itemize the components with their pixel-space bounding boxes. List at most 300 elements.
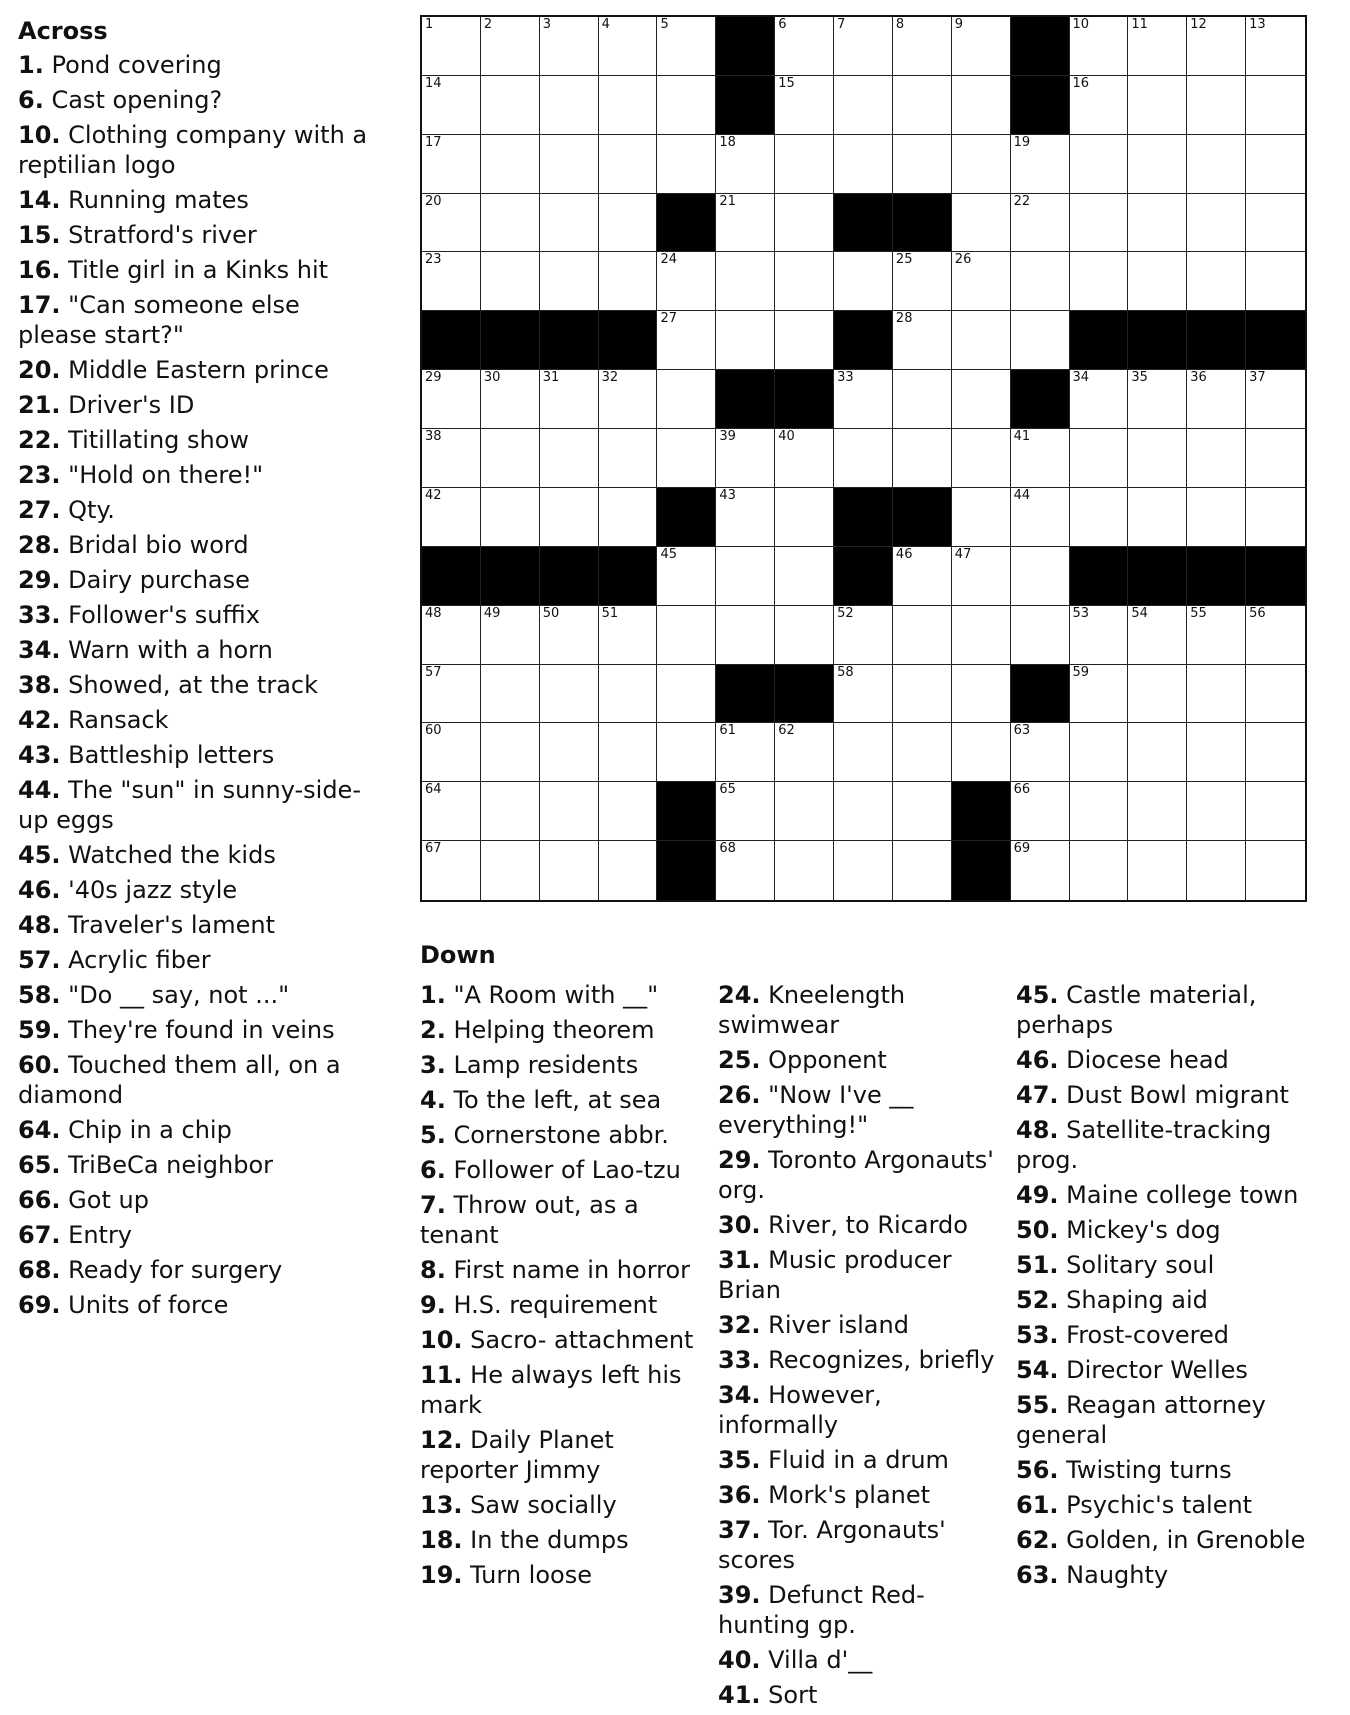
grid-cell[interactable]	[893, 429, 952, 488]
grid-cell[interactable]	[540, 606, 599, 665]
clue-number: 8.	[420, 1256, 446, 1284]
grid-cell[interactable]	[599, 252, 658, 311]
grid-cell[interactable]	[422, 370, 481, 429]
across.clues-clue[interactable]	[18, 980, 378, 1010]
grid-cell[interactable]	[481, 723, 540, 782]
grid-cell[interactable]	[834, 606, 893, 665]
cell-number: 33	[837, 370, 854, 386]
grid-cell[interactable]	[716, 547, 775, 606]
grid-cell[interactable]	[1011, 723, 1070, 782]
grid-cell[interactable]	[893, 723, 952, 782]
down.col2-clue[interactable]	[718, 1145, 1008, 1205]
down.col1-clue[interactable]	[420, 1155, 710, 1185]
grid-cell[interactable]	[1246, 841, 1305, 900]
grid-cell[interactable]	[422, 782, 481, 841]
across.clues-clue[interactable]	[18, 945, 378, 975]
across.clues-clue[interactable]	[18, 50, 378, 80]
grid-cell[interactable]	[422, 841, 481, 900]
grid-cell[interactable]	[1128, 370, 1187, 429]
grid-cell[interactable]	[422, 488, 481, 547]
across.clues-clue[interactable]	[18, 460, 378, 490]
across.clues-clue[interactable]	[18, 565, 378, 595]
grid-cell[interactable]	[1128, 252, 1187, 311]
grid-cell[interactable]	[1070, 135, 1129, 194]
grid-cell[interactable]	[1128, 17, 1187, 76]
grid-cell[interactable]	[775, 429, 834, 488]
grid-cell[interactable]	[1128, 76, 1187, 135]
grid-cell[interactable]	[1187, 76, 1246, 135]
down.col1-clue[interactable]	[420, 1560, 710, 1590]
down.col1-clue[interactable]	[420, 1255, 710, 1285]
grid-cell[interactable]	[834, 17, 893, 76]
across.clues-clue[interactable]	[18, 1015, 378, 1045]
grid-cell[interactable]	[1246, 252, 1305, 311]
grid-cell[interactable]	[481, 76, 540, 135]
clue-number: 2.	[420, 1016, 446, 1044]
down.col1-clue[interactable]	[420, 1360, 710, 1420]
grid-cell[interactable]	[422, 723, 481, 782]
grid-cell[interactable]	[1128, 135, 1187, 194]
across.clues-clue[interactable]	[18, 120, 378, 180]
grid-cell[interactable]	[481, 429, 540, 488]
grid-cell[interactable]	[893, 606, 952, 665]
grid-cell[interactable]	[834, 841, 893, 900]
down.col1-clue[interactable]	[420, 1490, 710, 1520]
cell-number: 5	[660, 17, 669, 32]
clue-number: 57.	[18, 946, 61, 974]
grid-cell[interactable]	[834, 252, 893, 311]
clue-number: 18.	[420, 1526, 463, 1554]
grid-cell[interactable]	[657, 17, 716, 76]
down.col2-clue[interactable]	[718, 980, 1008, 1040]
black-square	[422, 547, 481, 606]
grid-cell[interactable]	[775, 252, 834, 311]
grid-cell[interactable]	[599, 429, 658, 488]
down.col3-clue[interactable]	[1016, 1250, 1316, 1280]
grid-cell[interactable]	[540, 665, 599, 724]
across.clues-clue[interactable]	[18, 670, 378, 700]
grid-cell[interactable]	[834, 76, 893, 135]
down.col3-clue[interactable]	[1016, 1045, 1316, 1075]
grid-cell[interactable]	[1187, 17, 1246, 76]
grid-cell[interactable]	[657, 252, 716, 311]
grid-cell[interactable]	[1187, 252, 1246, 311]
grid-cell[interactable]	[952, 194, 1011, 253]
grid-cell[interactable]	[540, 370, 599, 429]
clue-text: Clothing company with a reptilian logo	[18, 121, 368, 179]
grid-cell[interactable]	[775, 76, 834, 135]
grid-cell[interactable]	[952, 429, 1011, 488]
grid-cell[interactable]	[481, 135, 540, 194]
clue-text: Stratford's river	[68, 221, 257, 249]
grid-cell[interactable]	[775, 135, 834, 194]
grid-cell[interactable]	[834, 665, 893, 724]
across.clues-clue[interactable]	[18, 530, 378, 560]
grid-cell[interactable]	[952, 17, 1011, 76]
grid-cell[interactable]	[657, 547, 716, 606]
down.col3-clue[interactable]	[1016, 1525, 1316, 1555]
down.col3-clue[interactable]	[1016, 980, 1316, 1040]
grid-cell[interactable]	[599, 76, 658, 135]
cell-number: 23	[425, 252, 442, 268]
grid-cell[interactable]	[834, 429, 893, 488]
grid-cell[interactable]	[1128, 723, 1187, 782]
grid-cell[interactable]	[1187, 370, 1246, 429]
grid-cell[interactable]	[1187, 782, 1246, 841]
grid-cell[interactable]	[1070, 429, 1129, 488]
grid-cell[interactable]	[1011, 252, 1070, 311]
grid-cell[interactable]	[1011, 841, 1070, 900]
grid-cell[interactable]	[422, 252, 481, 311]
grid-cell[interactable]	[1011, 194, 1070, 253]
grid-cell[interactable]	[422, 429, 481, 488]
grid-cell[interactable]	[893, 665, 952, 724]
grid-cell[interactable]	[1246, 135, 1305, 194]
grid-cell[interactable]	[834, 782, 893, 841]
down.col1-clue[interactable]	[420, 1015, 710, 1045]
down.col2-clue[interactable]	[718, 1480, 1008, 1510]
grid-cell[interactable]	[422, 76, 481, 135]
across.clues-clue[interactable]	[18, 1220, 378, 1250]
grid-cell[interactable]	[1011, 311, 1070, 370]
grid-cell[interactable]	[481, 194, 540, 253]
grid-cell[interactable]	[657, 135, 716, 194]
down.col3-clue[interactable]	[1016, 1355, 1316, 1385]
grid-cell[interactable]	[1070, 252, 1129, 311]
grid-cell[interactable]	[1246, 606, 1305, 665]
down.col2-clue[interactable]	[718, 1310, 1008, 1340]
down.col3-clue[interactable]	[1016, 1180, 1316, 1210]
grid-cell[interactable]	[893, 135, 952, 194]
across.clues-clue[interactable]	[18, 355, 378, 385]
grid-cell[interactable]	[657, 429, 716, 488]
grid-cell[interactable]	[1187, 488, 1246, 547]
grid-cell[interactable]	[716, 488, 775, 547]
grid-cell[interactable]	[893, 370, 952, 429]
grid-cell[interactable]	[1128, 429, 1187, 488]
across.clues-clue[interactable]	[18, 1150, 378, 1180]
grid-cell[interactable]	[1187, 606, 1246, 665]
down.col2-clue[interactable]	[718, 1380, 1008, 1440]
clue-text: Naughty	[1066, 1561, 1169, 1589]
grid-cell[interactable]	[422, 665, 481, 724]
grid-cell[interactable]	[716, 252, 775, 311]
grid-cell[interactable]	[481, 370, 540, 429]
grid-cell[interactable]	[481, 782, 540, 841]
across.clues-clue[interactable]	[18, 255, 378, 285]
grid-cell[interactable]	[481, 252, 540, 311]
down.col2-clue[interactable]	[718, 1445, 1008, 1475]
grid-cell[interactable]	[775, 17, 834, 76]
grid-cell[interactable]	[775, 723, 834, 782]
grid-cell[interactable]	[893, 17, 952, 76]
grid-cell[interactable]	[1070, 370, 1129, 429]
across.clues-clue[interactable]	[18, 635, 378, 665]
down.col1-clue[interactable]	[420, 1325, 710, 1355]
grid-cell[interactable]	[952, 547, 1011, 606]
clue-number: 52.	[1016, 1286, 1059, 1314]
down.col2-clue[interactable]	[718, 1045, 1008, 1075]
grid-cell[interactable]	[1011, 606, 1070, 665]
clue-text: Diocese head	[1066, 1046, 1229, 1074]
grid-cell[interactable]	[716, 723, 775, 782]
grid-cell[interactable]	[422, 17, 481, 76]
grid-cell[interactable]	[1011, 782, 1070, 841]
clue-text: '40s jazz style	[68, 876, 238, 904]
grid-cell[interactable]	[716, 194, 775, 253]
black-square	[1187, 311, 1246, 370]
grid-cell[interactable]	[775, 488, 834, 547]
grid-cell[interactable]	[422, 135, 481, 194]
grid-cell[interactable]	[1070, 194, 1129, 253]
grid-cell[interactable]	[1246, 76, 1305, 135]
grid-cell[interactable]	[657, 606, 716, 665]
grid-cell[interactable]	[775, 547, 834, 606]
grid-cell[interactable]	[1246, 488, 1305, 547]
clue-number: 40.	[718, 1646, 761, 1674]
grid-cell[interactable]	[540, 252, 599, 311]
grid-cell[interactable]	[1070, 488, 1129, 547]
grid-cell[interactable]	[422, 194, 481, 253]
clue-number: 13.	[420, 1491, 463, 1519]
grid-cell[interactable]	[657, 370, 716, 429]
grid-cell[interactable]	[1128, 194, 1187, 253]
grid-cell[interactable]	[834, 723, 893, 782]
clue-text: First name in horror	[453, 1256, 691, 1284]
down.col3-clue[interactable]	[1016, 1390, 1316, 1450]
across.clues-clue[interactable]	[18, 290, 378, 350]
grid-cell[interactable]	[1011, 488, 1070, 547]
grid-cell[interactable]	[1246, 782, 1305, 841]
across.clues-clue[interactable]	[18, 740, 378, 770]
down.col3-clue[interactable]	[1016, 1560, 1316, 1590]
grid-cell[interactable]	[599, 841, 658, 900]
grid-cell[interactable]	[540, 723, 599, 782]
clue-number: 19.	[420, 1561, 463, 1589]
across.clues-clue[interactable]	[18, 1290, 378, 1320]
grid-cell[interactable]	[540, 841, 599, 900]
down.col1-clue[interactable]	[420, 1525, 710, 1555]
grid-cell[interactable]	[481, 841, 540, 900]
down.col1-clue[interactable]	[420, 1085, 710, 1115]
grid-cell[interactable]	[1246, 429, 1305, 488]
down.col3-clue[interactable]	[1016, 1115, 1316, 1175]
grid-cell[interactable]	[540, 488, 599, 547]
cell-number: 42	[425, 487, 442, 503]
clue-text: Ransack	[68, 706, 169, 734]
down.col2-clue[interactable]	[718, 1645, 1008, 1675]
grid-cell[interactable]	[893, 311, 952, 370]
down.col3-clue[interactable]	[1016, 1285, 1316, 1315]
down.col1-clue[interactable]	[420, 1290, 710, 1320]
across.clues-clue[interactable]	[18, 910, 378, 940]
grid-cell[interactable]	[1011, 547, 1070, 606]
clue-number: 39.	[718, 1581, 761, 1609]
grid-cell[interactable]	[657, 311, 716, 370]
grid-cell[interactable]	[481, 606, 540, 665]
grid-cell[interactable]	[1128, 665, 1187, 724]
grid-cell[interactable]	[657, 723, 716, 782]
clue-number: 27.	[18, 496, 61, 524]
across.clues-clue[interactable]	[18, 1115, 378, 1145]
down.col3-clue[interactable]	[1016, 1320, 1316, 1350]
grid-cell[interactable]	[1070, 665, 1129, 724]
grid-cell[interactable]	[716, 841, 775, 900]
grid-cell[interactable]	[1070, 841, 1129, 900]
grid-cell[interactable]	[893, 252, 952, 311]
grid-cell[interactable]	[1128, 606, 1187, 665]
grid-cell[interactable]	[834, 135, 893, 194]
grid-cell[interactable]	[775, 194, 834, 253]
grid-cell[interactable]	[834, 370, 893, 429]
grid-cell[interactable]	[716, 782, 775, 841]
clue-number: 1.	[18, 51, 44, 79]
grid-cell[interactable]	[657, 665, 716, 724]
down.col2-clue[interactable]	[718, 1680, 1008, 1710]
grid-cell[interactable]	[952, 311, 1011, 370]
grid-cell[interactable]	[481, 17, 540, 76]
grid-cell[interactable]	[1246, 723, 1305, 782]
across.clues-clue[interactable]	[18, 220, 378, 250]
down.col2-clue[interactable]	[718, 1210, 1008, 1240]
grid-cell[interactable]	[540, 17, 599, 76]
down.col1-clue[interactable]	[420, 1120, 710, 1150]
down.col2-clue[interactable]	[718, 1515, 1008, 1575]
down.col1-clue[interactable]	[420, 1425, 710, 1485]
grid-cell[interactable]	[540, 429, 599, 488]
grid-cell[interactable]	[1070, 782, 1129, 841]
grid-cell[interactable]	[893, 841, 952, 900]
grid-cell[interactable]	[893, 76, 952, 135]
grid-cell[interactable]	[1128, 488, 1187, 547]
across.clues-clue[interactable]	[18, 875, 378, 905]
grid-cell[interactable]	[1246, 194, 1305, 253]
cell-number: 11	[1131, 17, 1148, 32]
grid-cell[interactable]	[1246, 370, 1305, 429]
grid-cell[interactable]	[422, 606, 481, 665]
grid-cell[interactable]	[1246, 17, 1305, 76]
across.clues-clue[interactable]	[18, 85, 378, 115]
grid-cell[interactable]	[481, 665, 540, 724]
grid-cell[interactable]	[599, 370, 658, 429]
across.clues-clue[interactable]	[18, 775, 378, 835]
grid-cell[interactable]	[716, 135, 775, 194]
down.col1-clue[interactable]	[420, 980, 710, 1010]
across.clues-clue[interactable]	[18, 1255, 378, 1285]
across.clues-clue[interactable]	[18, 705, 378, 735]
grid-cell[interactable]	[952, 76, 1011, 135]
grid-cell[interactable]	[775, 606, 834, 665]
grid-cell[interactable]	[481, 488, 540, 547]
down.col1-clue[interactable]	[420, 1190, 710, 1250]
across.clues-clue[interactable]	[18, 600, 378, 630]
grid-cell[interactable]	[1187, 135, 1246, 194]
grid-cell[interactable]	[952, 488, 1011, 547]
clue-number: 33.	[18, 601, 61, 629]
grid-cell[interactable]	[893, 782, 952, 841]
grid-cell[interactable]	[952, 135, 1011, 194]
grid-cell[interactable]	[599, 488, 658, 547]
down.col2-clue[interactable]	[718, 1245, 1008, 1305]
grid-cell[interactable]	[775, 311, 834, 370]
grid-cell[interactable]	[952, 606, 1011, 665]
across.clues-clue[interactable]	[18, 1185, 378, 1215]
down.col3-clue[interactable]	[1016, 1215, 1316, 1245]
down.col2-clue[interactable]	[718, 1080, 1008, 1140]
grid-cell[interactable]	[775, 841, 834, 900]
grid-cell[interactable]	[599, 17, 658, 76]
grid-cell[interactable]	[540, 782, 599, 841]
grid-cell[interactable]	[599, 135, 658, 194]
grid-cell[interactable]	[540, 135, 599, 194]
grid-cell[interactable]	[599, 606, 658, 665]
grid-cell[interactable]	[1011, 429, 1070, 488]
black-square	[893, 194, 952, 253]
grid-cell[interactable]	[952, 665, 1011, 724]
clue-number: 55.	[1016, 1391, 1059, 1419]
down.col1-clue[interactable]	[420, 1050, 710, 1080]
clue-number: 29.	[18, 566, 61, 594]
cell-number: 39	[719, 429, 736, 445]
grid-cell[interactable]	[1011, 135, 1070, 194]
grid-cell[interactable]	[1187, 194, 1246, 253]
grid-cell[interactable]	[1070, 606, 1129, 665]
down.col3-clue[interactable]	[1016, 1490, 1316, 1520]
grid-cell[interactable]	[775, 782, 834, 841]
grid-cell[interactable]	[952, 370, 1011, 429]
across.clues-clue[interactable]	[18, 495, 378, 525]
grid-cell[interactable]	[1187, 429, 1246, 488]
grid-cell[interactable]	[1187, 841, 1246, 900]
grid-cell[interactable]	[657, 76, 716, 135]
across.clues-clue[interactable]	[18, 1050, 378, 1110]
grid-cell[interactable]	[1128, 841, 1187, 900]
grid-cell[interactable]	[599, 723, 658, 782]
grid-cell[interactable]	[952, 252, 1011, 311]
grid-cell[interactable]	[716, 311, 775, 370]
grid-cell[interactable]	[1070, 76, 1129, 135]
grid-cell[interactable]	[1128, 782, 1187, 841]
down.col2-clue[interactable]	[718, 1580, 1008, 1640]
cell-number: 56	[1249, 605, 1266, 621]
grid-cell[interactable]	[952, 723, 1011, 782]
grid-cell[interactable]	[1070, 723, 1129, 782]
grid-cell[interactable]	[716, 606, 775, 665]
cell-number: 68	[719, 841, 736, 857]
down.col2-clue[interactable]	[718, 1345, 1008, 1375]
grid-cell[interactable]	[1187, 723, 1246, 782]
across.clues-clue[interactable]	[18, 840, 378, 870]
grid-cell[interactable]	[599, 665, 658, 724]
grid-cell[interactable]	[893, 547, 952, 606]
clue-text: The "sun" in sunny-side-up eggs	[18, 776, 361, 834]
down.col3-clue[interactable]	[1016, 1080, 1316, 1110]
across.clues-clue[interactable]	[18, 425, 378, 455]
cell-number: 60	[425, 723, 442, 739]
grid-cell[interactable]	[716, 429, 775, 488]
across.clues-clue[interactable]	[18, 390, 378, 420]
grid-cell[interactable]	[540, 76, 599, 135]
grid-cell[interactable]	[540, 194, 599, 253]
grid-cell[interactable]	[1187, 665, 1246, 724]
grid-cell[interactable]	[599, 782, 658, 841]
across.clues-clue[interactable]	[18, 185, 378, 215]
grid-cell[interactable]	[1246, 665, 1305, 724]
grid-cell[interactable]	[1070, 17, 1129, 76]
clue-text: Sacro- attachment	[470, 1326, 694, 1354]
down.col3-clue[interactable]	[1016, 1455, 1316, 1485]
grid-cell[interactable]	[599, 194, 658, 253]
